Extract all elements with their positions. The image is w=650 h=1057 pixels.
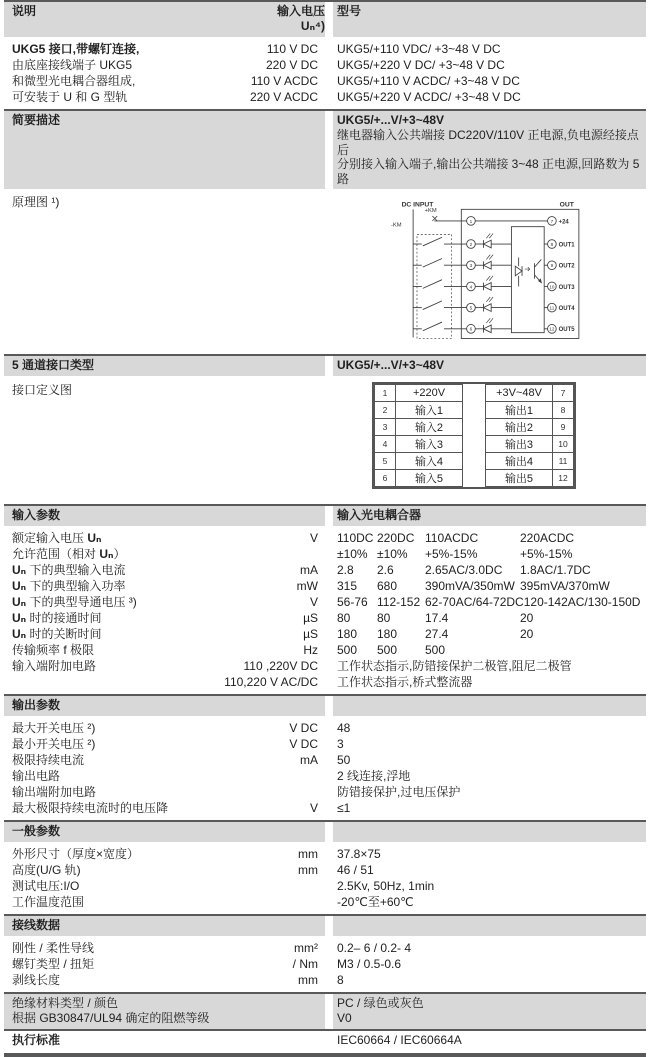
interface-caption: 接口定义图 [12, 383, 73, 397]
input-switches [413, 237, 466, 330]
param-unit: mA [300, 753, 318, 767]
standard-row [4, 1029, 646, 1050]
param-value: 工作状态指示,桥式整流器 [337, 675, 473, 689]
model-voltage: 110 V ACDC [250, 74, 318, 88]
param-row [0, 956, 650, 972]
param-value: 2 线连接,浮地 [337, 769, 411, 783]
brief-description-band [4, 109, 646, 189]
param-unit [312, 784, 318, 800]
table-row: 4 输入3 [375, 436, 463, 453]
wiring-data-title: 接线数据 [4, 916, 325, 936]
param-row [0, 752, 650, 768]
svg-text:2: 2 [469, 241, 473, 247]
principle-caption: 原理图 ¹) [12, 195, 60, 209]
param-row: Uₙ 下的典型输入电流 mA 2.8 2.6 2.65AC/3.0DC 1.8AC/1.7DC [12, 563, 591, 577]
param-row [0, 720, 650, 736]
param-row [0, 658, 650, 674]
svg-text:9: 9 [550, 263, 554, 269]
output-params-band [4, 694, 646, 716]
svg-text:OUT5: OUT5 [558, 327, 575, 334]
interface-definition-section [0, 382, 650, 504]
param-row [0, 862, 650, 878]
svg-text:OUT3: OUT3 [558, 284, 575, 291]
param-label: 最大极限持续电流时的电压降 [12, 801, 169, 815]
model-row [0, 41, 650, 57]
terminal-numbers [470, 219, 555, 332]
param-unit: V DC [289, 737, 318, 751]
input-params-band [4, 504, 646, 526]
table-row: 输出4 11 [486, 453, 574, 470]
param-unit: V DC [289, 721, 318, 735]
param-unit: mm [298, 863, 318, 877]
table-row: 输出1 8 [486, 402, 574, 419]
param-label: 工作温度范围 [12, 895, 85, 909]
principle-section [0, 194, 650, 354]
param-unit: Hz [303, 643, 318, 657]
param-row [0, 784, 650, 800]
param-unit: mm [298, 847, 318, 861]
param-row [0, 800, 650, 816]
param-unit: 110 ,220V DC [243, 659, 318, 673]
svg-text:11: 11 [549, 305, 555, 311]
param-label: 输入端附加电路 [12, 659, 97, 673]
interface-type-band [4, 354, 646, 376]
col-voltage-header: 输入电压 Uₙ⁴) [276, 4, 325, 33]
model-code: UKG5/+110 V ACDC/ +3~48 V DC [337, 74, 520, 88]
column-gutter [325, 822, 333, 842]
param-value: ≤1 [337, 801, 351, 815]
circuit-schematic [390, 196, 602, 346]
param-row: Uₙ 时的关断时间 µS 180 180 27.4 20 [12, 627, 534, 641]
svg-text:1: 1 [469, 218, 473, 224]
param-row [0, 940, 650, 956]
table-row: 3 输入2 [375, 419, 463, 436]
param-unit [312, 768, 318, 784]
dc-input-label: DC INPUT [401, 201, 434, 209]
param-label: Uₙ 时的接通时间 [12, 611, 102, 625]
input-params-title: 输入参数 [4, 506, 325, 526]
param-row: 允许范围（相对 Uₙ） ±10% ±10% +5%-15% +5%-15% [12, 547, 573, 561]
param-row [0, 846, 650, 862]
table-row: 2 输入1 [375, 402, 463, 419]
param-unit: V [309, 595, 318, 609]
param-label: 允许范围（相对 Uₙ） [12, 547, 126, 561]
svg-text:OUT1: OUT1 [558, 242, 575, 249]
param-row: 传输频率 f 极限 Hz 500 500 500 [12, 643, 446, 657]
table-row: 5 输入4 [375, 453, 463, 470]
param-value: 工作状态指示,防错接保护二极管,阻尼二极管 [337, 659, 572, 673]
svg-text:OUT2: OUT2 [558, 263, 575, 270]
output-labels [559, 219, 576, 333]
pin-table-left [374, 384, 463, 487]
svg-text:12: 12 [549, 326, 555, 332]
param-label: 螺钉类型 / 扭矩 [12, 957, 95, 971]
param-unit: V [309, 801, 318, 815]
param-row: Uₙ 时的接通时间 µS 80 80 17.4 20 [12, 611, 534, 625]
param-value: 3 [337, 737, 344, 751]
param-row: Uₙ 下的典型导通电压 ³) V 56-76 112-152 62-70AC/64-72DC 120-142AC/130-150D [12, 595, 641, 609]
model-row [0, 89, 650, 105]
param-row [0, 768, 650, 784]
header-left [4, 2, 325, 37]
param-row: 额定输入电压 Uₙ V 110DC 220DC 110ACDC 220ACDC [12, 531, 575, 545]
param-label: Uₙ 下的典型输入功率 [12, 579, 126, 593]
out-label: OUT [559, 201, 574, 209]
param-value: 50 [337, 753, 351, 767]
column-gutter [325, 994, 333, 1029]
param-unit [312, 894, 318, 910]
brief-title: 简要描述 [4, 111, 325, 189]
model-code: UKG5/+110 VDC/ +3~48 V DC [337, 42, 501, 56]
param-label: 输出端附加电路 [12, 785, 97, 799]
col-desc-header: 说明 [12, 4, 37, 18]
model-desc: 和微型光电耦合器组成, [12, 74, 136, 88]
model-voltage: 220 V ACDC [249, 90, 318, 104]
standard-value: IEC60664 / IEC60664A [337, 1033, 462, 1047]
param-unit: 110,220 V AC/DC [224, 675, 318, 689]
param-value: M3 / 0.5-0.6 [337, 957, 402, 971]
param-row: Uₙ 下的典型输入功率 mW 315 680 390mVA/350mW 395mVA/370mW [12, 579, 610, 593]
param-row [0, 972, 650, 988]
param-value: 防错接保护,过电压保护 [337, 785, 461, 799]
svg-text:3: 3 [469, 263, 473, 269]
pin-table-gap [463, 384, 485, 487]
param-unit: mA [300, 563, 318, 577]
optocoupler-icon [515, 258, 541, 287]
param-unit: / Nm [292, 957, 318, 971]
model-row [0, 57, 650, 73]
minus-rail-label: -KM [390, 222, 402, 229]
param-unit: mW [296, 579, 318, 593]
param-row [0, 736, 650, 752]
general-params-title: 一般参数 [4, 822, 325, 842]
pin-definition-table [372, 382, 576, 489]
param-row [0, 878, 650, 894]
param-value: 37.8×75 [337, 847, 381, 861]
param-value: 2.5Kv, 50Hz, 1min [337, 879, 435, 893]
param-unit: mm [298, 973, 318, 987]
param-label: 剥线长度 [12, 973, 61, 987]
param-row [0, 674, 650, 690]
insulation-labels: 绝缘材料类型 / 颜色 根据 GB30847/UL94 确定的阻燃等级 [4, 994, 325, 1029]
param-unit [312, 878, 318, 894]
param-label: 高度(U/G 轨) [12, 863, 81, 877]
param-label: Uₙ 下的典型输入电流 [12, 563, 126, 577]
plus-rail-label: +KM [424, 208, 437, 215]
param-label: 输出电路 [12, 769, 61, 783]
model-desc: 由底座接线端子 UKG5 [12, 58, 133, 72]
model-voltage: 110 V DC [266, 42, 318, 56]
param-value: -20℃至+60℃ [337, 895, 414, 909]
param-label: 最小开关电压 ²) [12, 737, 96, 751]
param-label: 传输频率 f 极限 [12, 643, 95, 657]
table-row: 输出2 9 [486, 419, 574, 436]
param-unit: V [309, 531, 318, 545]
param-row [0, 894, 650, 910]
svg-text:6: 6 [469, 326, 473, 332]
svg-text:+24: +24 [558, 219, 569, 226]
param-value: 48 [337, 721, 351, 735]
model-desc: 可安装于 U 和 G 型轨 [12, 90, 128, 104]
col-model-header: 型号 [333, 2, 646, 37]
wiring-data-rows [0, 940, 650, 988]
wiring-data-band [4, 914, 646, 936]
input-params-rows [0, 530, 650, 690]
table-row: 1 +220V [375, 385, 463, 402]
svg-text:7: 7 [550, 218, 554, 224]
brief-line2: 分别接入输入端子,输出公共端接 3~48 正电源,回路数为 5 路 [337, 157, 640, 186]
table-row: 输出3 10 [486, 436, 574, 453]
param-label: 外形尺寸（厚度×宽度） [12, 847, 140, 861]
led-indicators [475, 233, 511, 332]
param-label: 测试电压:I/O [12, 879, 80, 893]
general-params-band [4, 820, 646, 842]
param-unit: µS [303, 627, 318, 641]
model-code: UKG5/+220 V ACDC/ +3~48 V DC [337, 90, 521, 104]
insulation-values: PC / 绿色或灰色 V0 [333, 994, 646, 1029]
column-gutter [325, 506, 333, 526]
param-label: 刚性 / 柔性导线 [12, 941, 95, 955]
bottom-rule [4, 1053, 646, 1057]
interface-section-title: 5 通道接口类型 [4, 356, 325, 376]
column-gutter [325, 111, 333, 189]
standard-label: 执行标准 [12, 1033, 61, 1047]
column-gutter [325, 696, 333, 716]
model-code: UKG5/+220 V DC/ +3~48 V DC [337, 58, 505, 72]
param-label: 极限持续电流 [12, 753, 85, 767]
param-unit [312, 546, 318, 562]
general-params-rows [0, 846, 650, 910]
brief-model: UKG5/+...V/+3~48V [337, 113, 445, 127]
param-label: 最大开关电压 ²) [12, 721, 96, 735]
pin-table-right [485, 384, 574, 487]
output-params-title: 输出参数 [4, 696, 325, 716]
param-label: 额定输入电压 Uₙ [12, 531, 102, 545]
model-row [0, 73, 650, 89]
param-value: 46 / 51 [337, 863, 374, 877]
svg-text:10: 10 [549, 284, 555, 290]
svg-text:8: 8 [550, 241, 554, 247]
table-row: 输出5 12 [486, 470, 574, 487]
param-value: 0.2– 6 / 0.2- 4 [337, 941, 412, 955]
output-params-rows [0, 720, 650, 816]
model-voltage: 220 V DC [265, 58, 318, 72]
param-label: Uₙ 时的关断时间 [12, 627, 102, 641]
table-row: +3V~48V 7 [486, 385, 574, 402]
table-row: 6 输入5 [375, 470, 463, 487]
interface-model: UKG5/+...V/+3~48V [333, 356, 646, 376]
column-gutter [325, 2, 333, 37]
param-value: 8 [337, 973, 344, 987]
model-list [0, 41, 650, 105]
svg-text:OUT4: OUT4 [558, 306, 575, 313]
svg-text:5: 5 [469, 305, 473, 311]
svg-text:4: 4 [469, 284, 473, 290]
input-coupler-title: 输入光电耦合器 [333, 506, 646, 526]
param-label: Uₙ 下的典型导通电压 ³) [12, 595, 137, 609]
brief-line1: 继电器输入公共端接 DC220V/110V 正电源,负电源经接点后 [337, 128, 639, 157]
brief-content [333, 111, 646, 189]
param-unit: µS [303, 611, 318, 625]
insulation-band [4, 992, 646, 1029]
column-gutter [325, 356, 333, 376]
param-unit: mm² [294, 941, 318, 955]
model-desc: UKG5 接口,带螺钉连接, [12, 42, 140, 56]
column-gutter [325, 916, 333, 936]
table-header-band [4, 0, 646, 37]
